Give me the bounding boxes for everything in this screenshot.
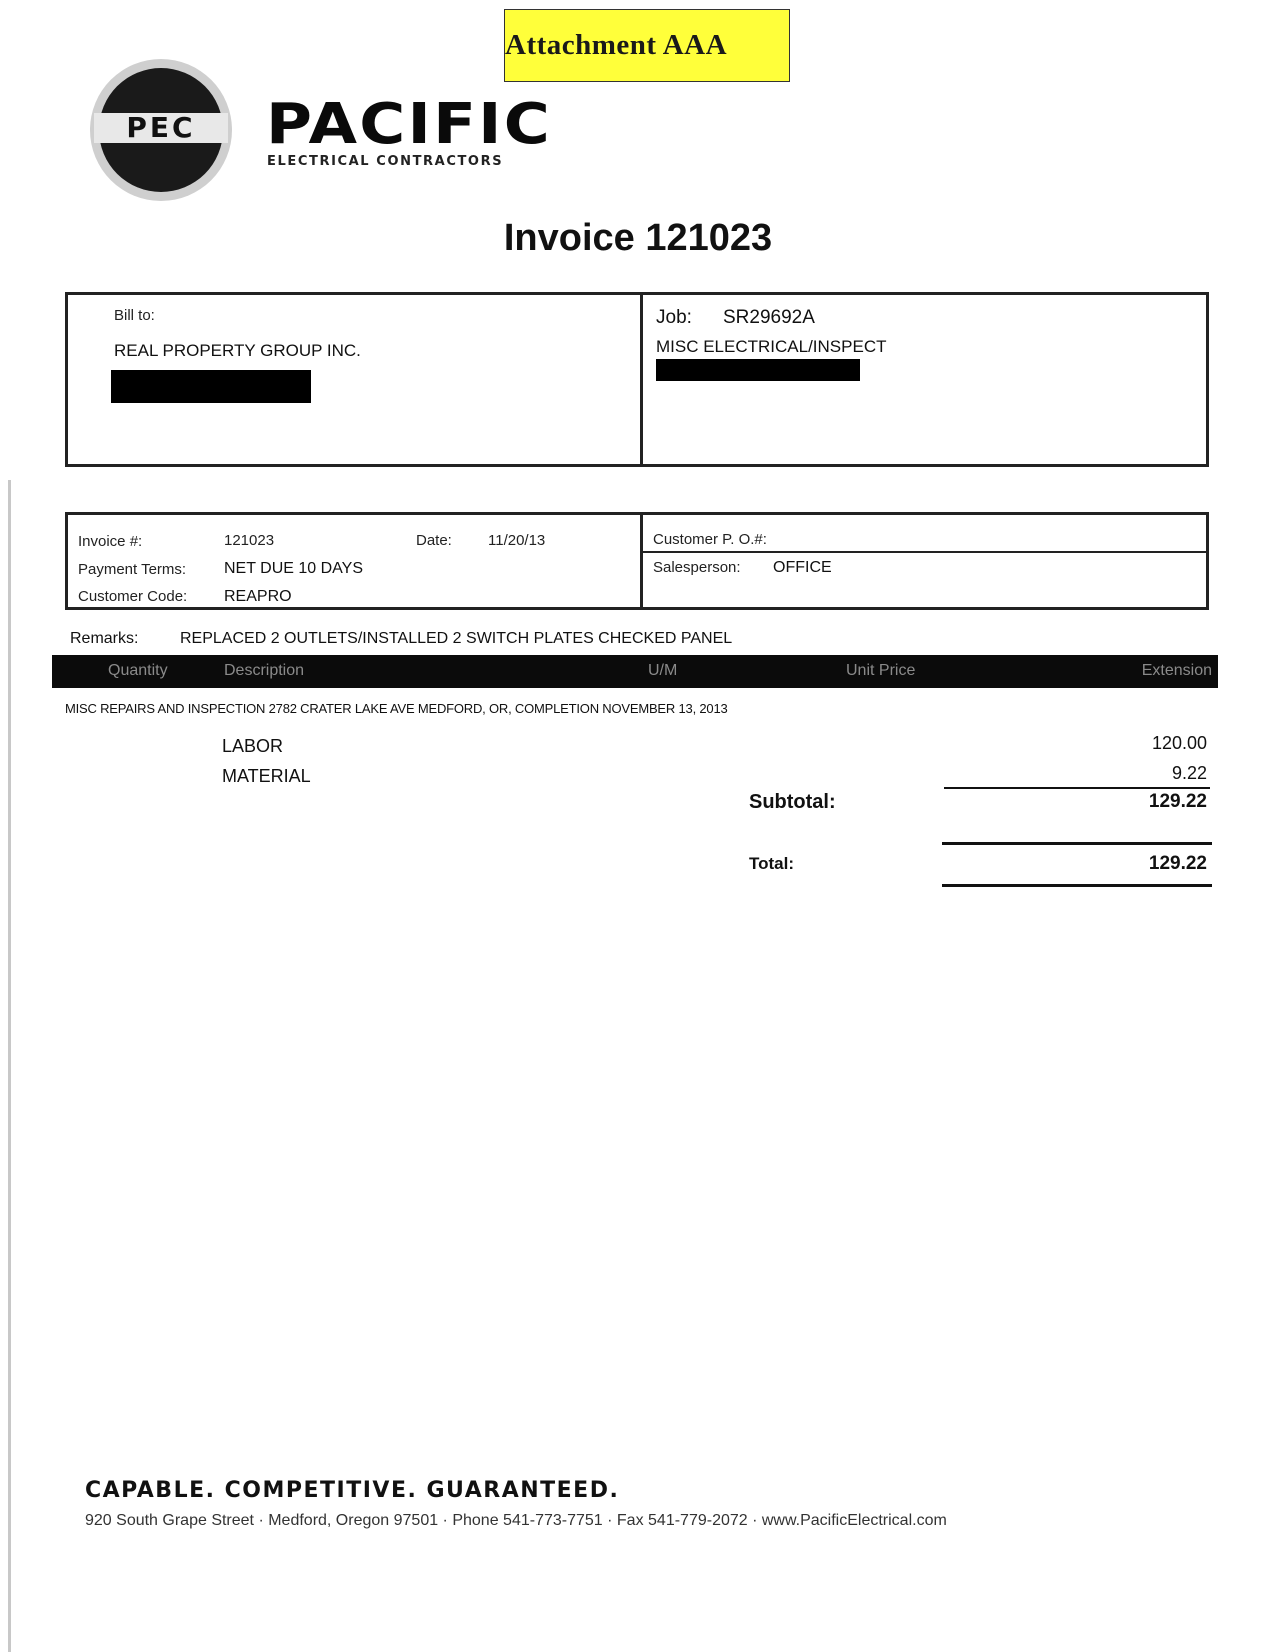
total-top-rule (942, 842, 1212, 845)
line-item-label: MATERIAL (222, 766, 311, 786)
invoice-date: 11/20/13 (488, 532, 546, 549)
line-items-header (52, 655, 1218, 688)
invoice-number-label: Invoice #: (78, 533, 143, 550)
footer-address: 920 South Grape Street · Medford, Oregon 97501 · Phone 541-773-7751 · Fax 541-779-2072 · www.PacificElectrical.com (85, 1512, 947, 1529)
details-divider (640, 515, 643, 607)
invoice-number: 121023 (224, 532, 275, 549)
subtotal-amount: 129.22 (1148, 791, 1207, 812)
total-bottom-rule (942, 884, 1212, 887)
job-number: SR29692A (723, 307, 815, 328)
logo-monogram: PEC (126, 111, 196, 144)
bill-to-name: REAL PROPERTY GROUP INC. (114, 341, 361, 360)
company-logo-seal (88, 57, 234, 203)
company-name: PACIFIC (266, 92, 553, 157)
footer-tagline: CAPABLE. COMPETITIVE. GUARANTEED. (85, 1478, 620, 1503)
line-item-amount: 9.22 (1171, 763, 1207, 783)
col-extension: Extension (1141, 662, 1212, 679)
line-item-label: LABOR (222, 736, 284, 756)
bill-to-job-box (65, 292, 1209, 467)
subtotal-rule (944, 787, 1210, 789)
col-description: Description (224, 662, 305, 679)
box-divider (640, 295, 643, 464)
customer-code: REAPRO (224, 588, 292, 605)
total-amount: 129.22 (1148, 853, 1207, 874)
col-unit-price: Unit Price (846, 662, 916, 679)
invoice-title: Invoice 121023 (503, 217, 773, 259)
details-rule (640, 551, 1206, 553)
bill-to-label: Bill to: (114, 307, 155, 324)
company-subtitle: ELECTRICAL CONTRACTORS (267, 154, 504, 169)
redacted-job-address (656, 359, 860, 381)
scan-edge-line (8, 480, 11, 1652)
remarks-label: Remarks: (70, 630, 139, 647)
payment-terms: NET DUE 10 DAYS (224, 560, 364, 577)
line-description: MISC REPAIRS AND INSPECTION 2782 CRATER LAKE AVE MEDFORD, OR, COMPLETION NOVEMBER 13, 2013 (65, 701, 728, 716)
subtotal-label: Subtotal: (749, 791, 836, 813)
col-quantity: Quantity (108, 662, 168, 679)
customer-po-label: Customer P. O.#: (653, 531, 767, 548)
total-label: Total: (749, 854, 795, 873)
job-description: MISC ELECTRICAL/INSPECT (656, 337, 887, 356)
date-label: Date: (416, 532, 452, 549)
customer-code-label: Customer Code: (78, 588, 188, 605)
redacted-bill-address (111, 370, 311, 403)
attachment-label-text: Attachment AAA (505, 29, 728, 61)
attachment-label (504, 9, 790, 82)
job-label: Job: (656, 307, 692, 328)
col-unit-measure: U/M (648, 662, 678, 679)
payment-terms-label: Payment Terms: (78, 561, 187, 578)
salesperson: OFFICE (773, 559, 832, 576)
line-item-amount: 120.00 (1151, 733, 1207, 753)
remarks-text: REPLACED 2 OUTLETS/INSTALLED 2 SWITCH PLATES CHECKED PANEL (180, 630, 733, 647)
salesperson-label: Salesperson: (653, 559, 741, 576)
invoice-details-box (65, 512, 1209, 610)
